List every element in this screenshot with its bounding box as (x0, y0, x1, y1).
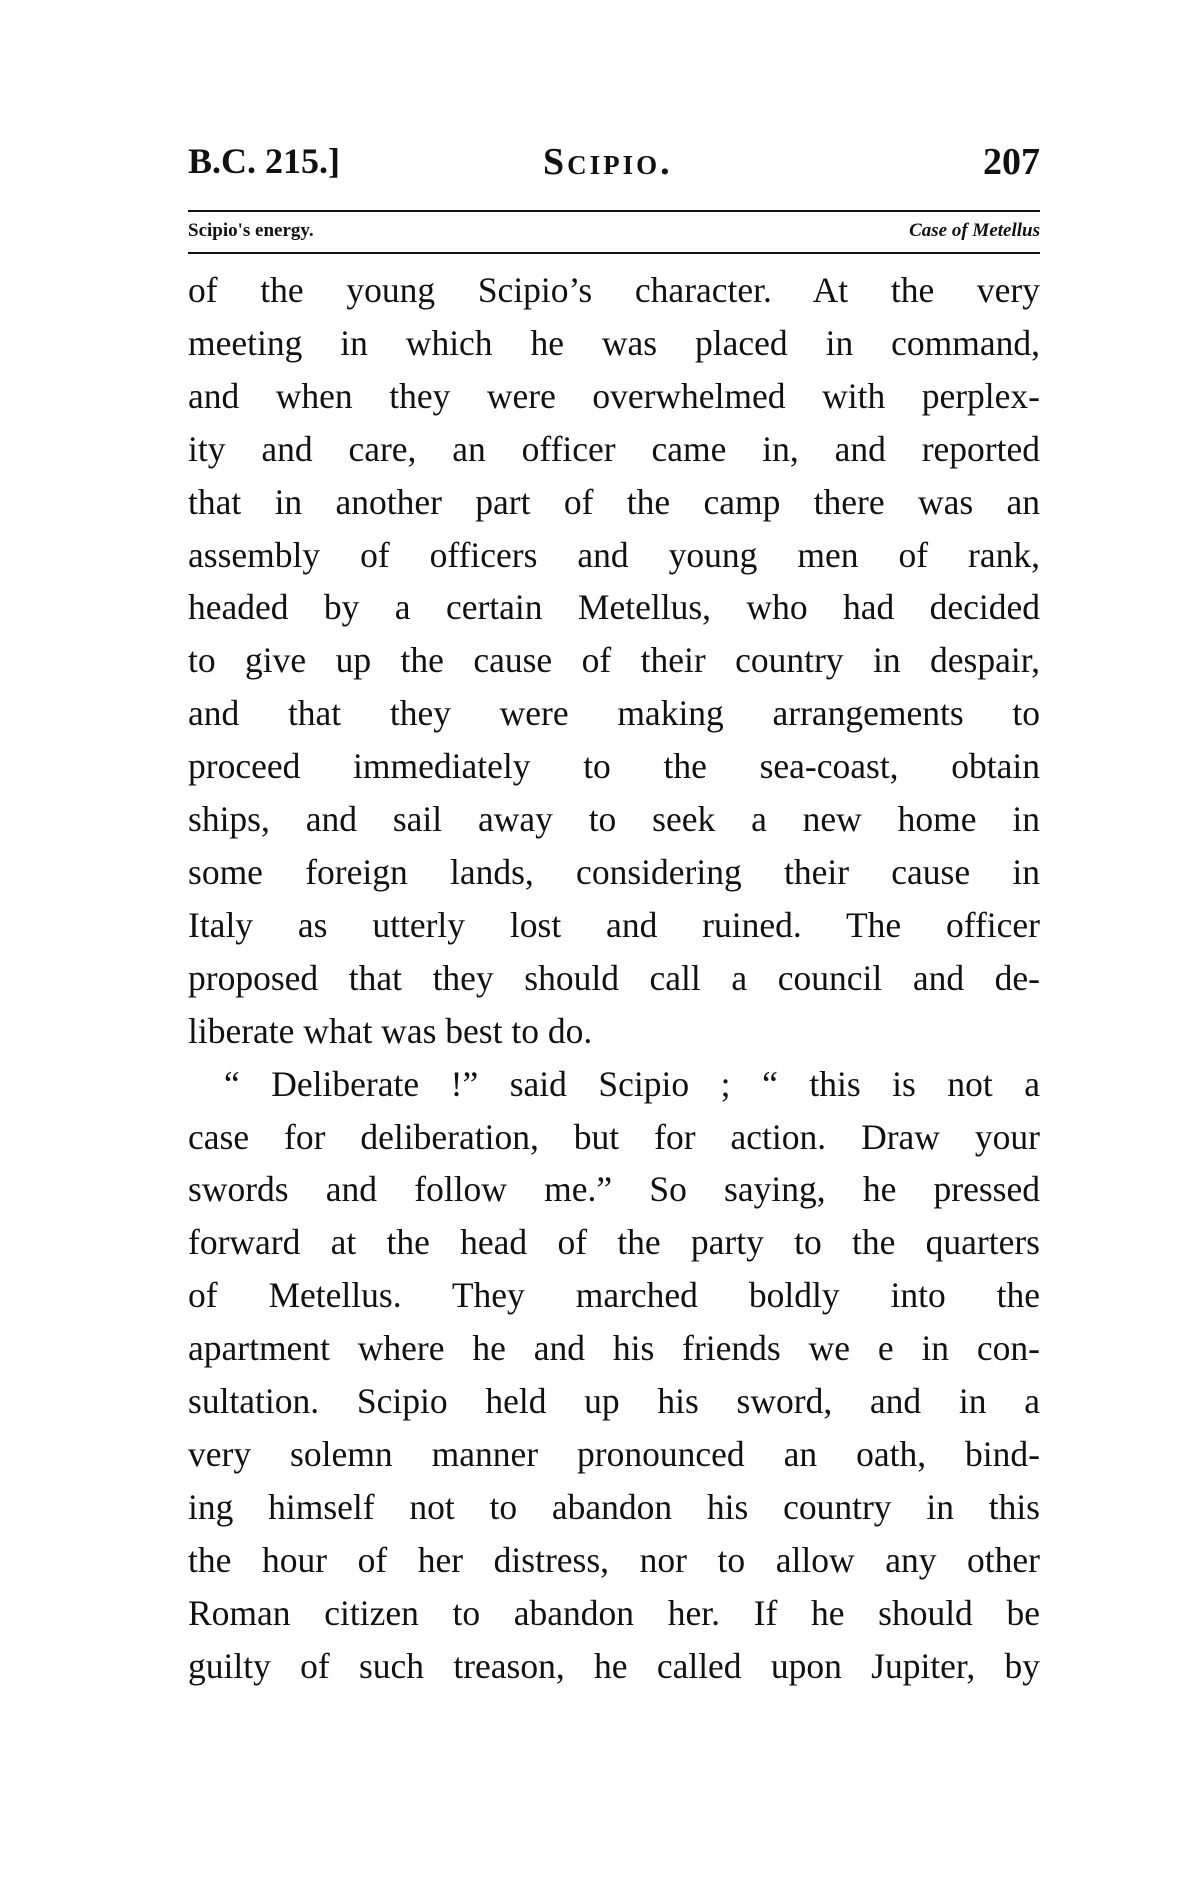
text-line: of Metellus. They marched boldly into the (188, 1275, 1040, 1316)
text-line: and that they were making arrangements to (188, 693, 1040, 734)
text-line: ing himself not to abandon his country in this (188, 1486, 1040, 1527)
text-line: case for deliberation, but for action. Draw your (188, 1116, 1040, 1157)
text-line: guilty of such treason, he called upon Jupiter, by (188, 1645, 1040, 1686)
text-line: liberate what was best to do. (188, 1010, 593, 1051)
side-heading-rule (188, 252, 1040, 254)
text-line: forward at the head of the party to the quarters (188, 1222, 1040, 1263)
text-line: proceed immediately to the sea-coast, obtain (188, 746, 1040, 787)
text-line: and when they were overwhelmed with perplex- (188, 375, 1040, 416)
body-text (188, 264, 1040, 1692)
text-line: Italy as utterly lost and ruined. The officer (188, 904, 1040, 945)
book-page (188, 140, 1040, 1692)
text-line: that in another part of the camp there was an (188, 481, 1040, 522)
text-line: Roman citizen to abandon her. If he should be (188, 1592, 1040, 1633)
text-line: of the young Scipio’s character. At the very (188, 270, 1040, 310)
text-line: very solemn manner pronounced an oath, bind- (188, 1433, 1040, 1474)
text-line: sultation. Scipio held up his sword, and in a (188, 1381, 1040, 1422)
running-head (188, 140, 1040, 210)
side-heading-right: Case of Metellus (909, 220, 1040, 241)
text-line: some foreign lands, considering their cause in (188, 851, 1040, 892)
side-heading-left: Scipio's energy. (188, 220, 314, 241)
text-line: swords and follow me.” So saying, he pressed (188, 1169, 1040, 1210)
text-line: headed by a certain Metellus, who had decided (188, 587, 1040, 628)
text-line: the hour of her distress, nor to allow any other (188, 1539, 1040, 1580)
header-title: Scipio. (543, 141, 673, 183)
text-line: ity and care, an officer came in, and reported (188, 428, 1040, 469)
page-number: 207 (983, 141, 1040, 183)
text-line: meeting in which he was placed in command, (188, 322, 1040, 363)
text-line: ships, and sail away to seek a new home in (188, 799, 1040, 840)
text-line: apartment where he and his friends we e in con- (188, 1328, 1040, 1369)
header-date: B.C. 215.] (188, 141, 340, 181)
text-line: to give up the cause of their country in despair, (188, 640, 1040, 681)
side-headings (188, 212, 1040, 252)
text-line: “ Deliberate !” said Scipio ; “ this is not a (224, 1063, 1040, 1104)
text-line: proposed that they should call a council and de- (188, 957, 1040, 998)
text-line: assembly of officers and young men of rank, (188, 534, 1040, 575)
